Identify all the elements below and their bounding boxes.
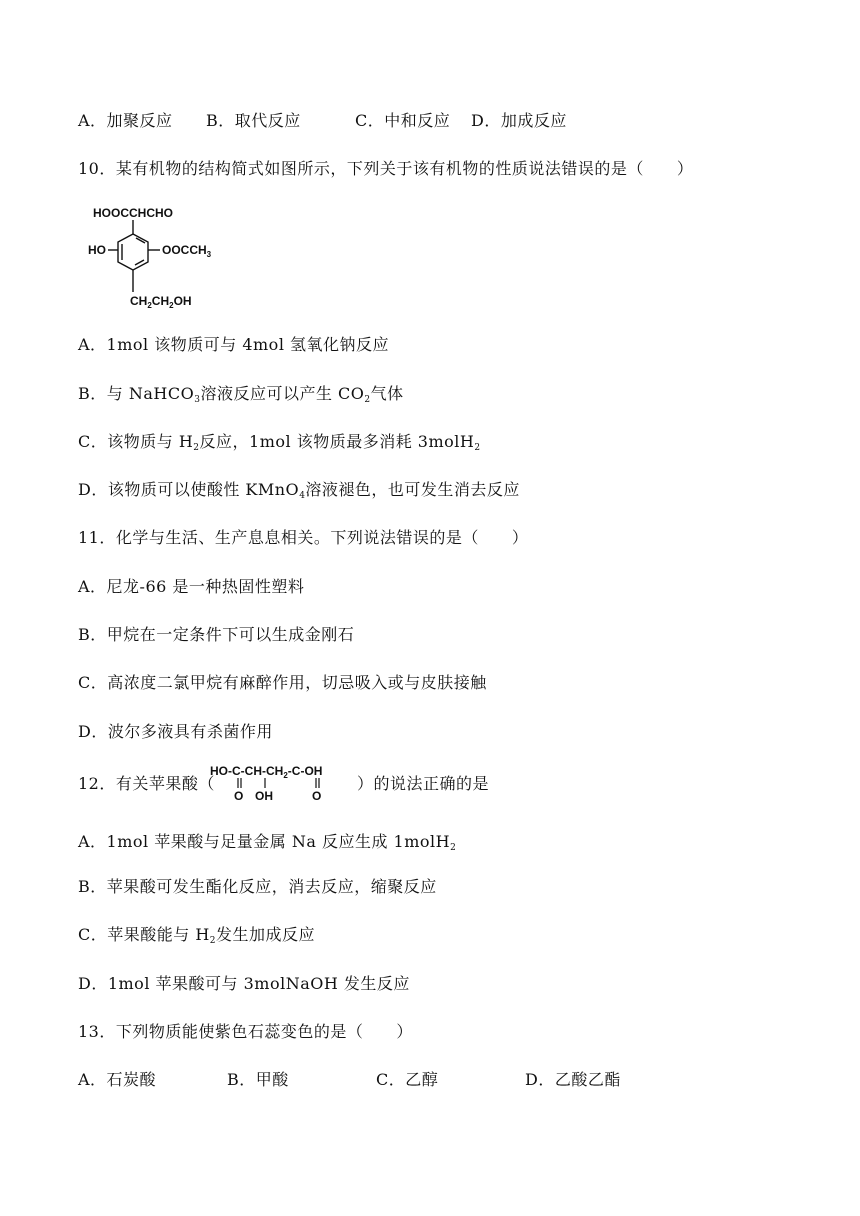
malic-acid-formula [205, 763, 355, 803]
q13-option-a: A．石炭酸 [78, 1070, 157, 1089]
q10-structure-right: OOCCH [162, 243, 207, 257]
q10-structure-right-sub: 3 [206, 250, 212, 259]
q9-option-b: B．取代反应 [206, 111, 301, 130]
q12-stem-pre: 12．有关苹果酸（ [78, 774, 215, 793]
malic-bonds [238, 778, 319, 788]
q11-stem: 11．化学与生活、生产息息相关。下列说法错误的是（ ） [78, 528, 529, 547]
q12-c-pre: C．苹果酸能与 H [78, 925, 210, 944]
q11-option-b: B．甲烷在一定条件下可以生成金刚石 [78, 625, 355, 644]
q10-structure-bottom-c: OH [173, 294, 192, 308]
q9-option-d: D．加成反应 [471, 111, 567, 130]
svg-text:OOCCH3 [162, 243, 212, 259]
q12-stem-post: ）的说法正确的是 [357, 774, 490, 793]
benzene-ring [108, 220, 160, 292]
malic-formula-oh: OH [255, 789, 273, 803]
q10-option-b [78, 384, 404, 410]
q10-d-post: 溶液褪色，也可发生消去反应 [305, 480, 520, 499]
malic-formula-sub: 2 [283, 771, 288, 780]
q9-option-c: C．中和反应 [355, 111, 451, 130]
q10-b-post: 气体 [370, 384, 404, 403]
q11-option-a: A．尼龙-66 是一种热固性塑料 [78, 577, 305, 596]
q10-option-c [78, 432, 481, 458]
q10-structure-bottom-sub2: 2 [169, 301, 174, 310]
malic-formula-top: HO-C-CH-CH [210, 764, 284, 778]
q10-structure-left: HO [88, 243, 106, 257]
q10-structure-bottom-a: CH [130, 294, 148, 308]
q10-option-d [78, 480, 520, 506]
q13-stem: 13．下列物质能使紫色石蕊变色的是（ ） [78, 1022, 413, 1041]
q10-b-pre: B．与 NaHCO [78, 384, 195, 403]
q12-option-a [78, 832, 456, 858]
q10-b-mid: 溶液反应可以产生 CO [200, 384, 365, 403]
q10-c-pre: C．该物质与 H [78, 432, 194, 451]
q12-option-b: B．苹果酸可发生酯化反应，消去反应，缩聚反应 [78, 877, 437, 896]
q10-d-pre: D．该物质可以使酸性 KMnO [78, 480, 300, 499]
svg-text:HO-C-CH-CH2-C-OH [210, 764, 322, 780]
q12-c-post: 发生加成反应 [216, 925, 316, 944]
q11-option-d: D．波尔多液具有杀菌作用 [78, 722, 273, 741]
q10-structure-diagram [88, 204, 228, 314]
svg-text:CH2CH2OH [130, 294, 192, 310]
q12-a-sub: 2 [450, 843, 457, 853]
q12-c-sub: 2 [209, 936, 217, 946]
q11-option-c: C．高浓度二氯甲烷有麻醉作用，切忌吸入或与皮肤接触 [78, 673, 487, 692]
q12-a-pre: A．1mol 苹果酸与足量金属 Na 反应生成 1molH [78, 832, 451, 851]
q13-option-d: D．乙酸乙酯 [525, 1070, 621, 1089]
q9-options [78, 111, 678, 131]
q10-option-a: A．1mol 该物质可与 4mol 氢氧化钠反应 [78, 335, 390, 354]
q9-option-a: A．加聚反应 [78, 111, 173, 130]
q10-b-sub2: 2 [364, 395, 371, 405]
q10-structure-bottom-sub1: 2 [147, 301, 152, 310]
q13-option-b: B．甲酸 [227, 1070, 289, 1089]
q10-structure-top: HOOCCHCHO [93, 206, 173, 220]
q10-d-sub: 4 [299, 491, 306, 501]
q10-c-mid: 反应，1mol 该物质最多消耗 3molH [199, 432, 475, 451]
q13-option-c: C．乙醇 [376, 1070, 439, 1089]
q12-option-c [78, 925, 315, 951]
q12-option-d: D．1mol 苹果酸可与 3molNaOH 发生反应 [78, 974, 410, 993]
q10-structure-bottom-b: CH [151, 294, 170, 308]
malic-formula-top2: -C-OH [287, 764, 323, 778]
q10-c-sub2: 2 [474, 443, 481, 453]
q10-stem: 10．某有机物的结构简式如图所示，下列关于该有机物的性质说法错误的是（ ） [78, 159, 694, 178]
malic-formula-o1: O [234, 789, 244, 803]
malic-formula-o2: O [312, 789, 322, 803]
q13-options [78, 1070, 698, 1090]
q10-c-sub: 2 [193, 443, 200, 453]
q10-b-sub: 3 [194, 395, 201, 405]
